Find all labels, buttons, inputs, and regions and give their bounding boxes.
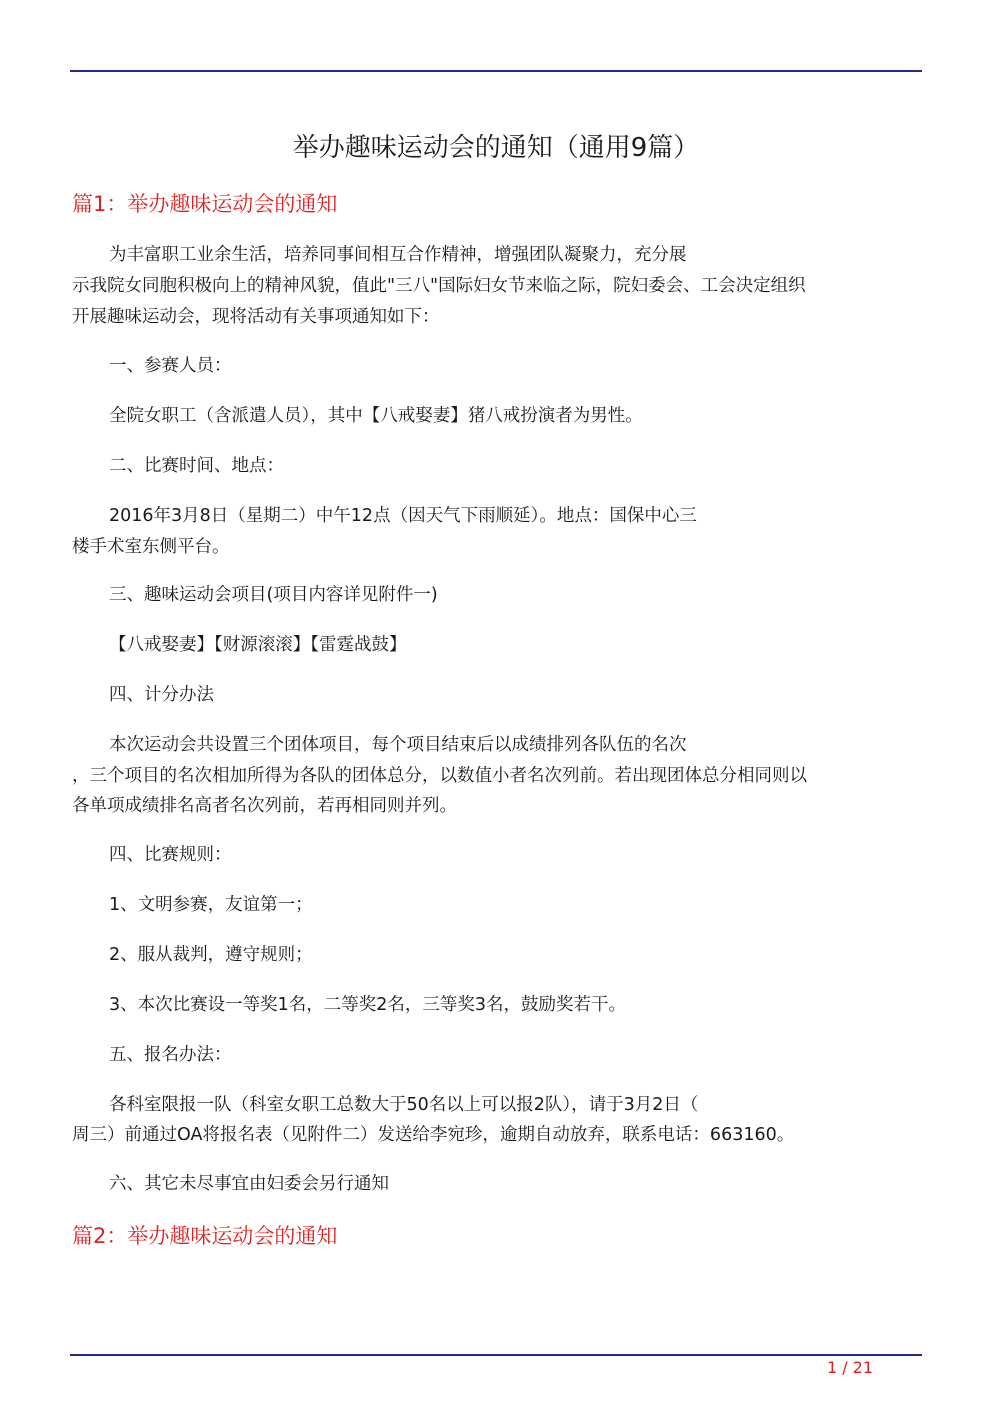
- paragraph-line: 1、文明参赛，友谊第一；: [109, 895, 313, 915]
- paragraph-line: 本次运动会共设置三个团体项目，每个项目结束后以成绩排列各队伍的名次: [109, 735, 687, 755]
- paragraph-line: 3、本次比赛设一等奖1名，二等奖2名，三等奖3名，鼓励奖若干。: [109, 995, 627, 1015]
- paragraph-line: 一、参赛人员：: [109, 356, 232, 376]
- paragraph-line: 【八戒娶妻】【财源滚滚】【雷霆战鼓】: [109, 635, 407, 655]
- paragraph-line: 为丰富职工业余生活，培养同事间相互合作精神，增强团队凝聚力，充分展: [109, 245, 687, 265]
- paragraph-line: 示我院女同胞积极向上的精神风貌，值此"三八"国际妇女节来临之际，院妇委会、工会决定组织: [72, 276, 806, 296]
- paragraph-line: ，三个项目的名次相加所得为各队的团体总分，以数值小者名次列前。若出现团体总分相同则以: [72, 766, 807, 786]
- paragraph-line: 各科室限报一队（科室女职工总数大于50名以上可以报2队），请于3月2日（: [109, 1095, 699, 1115]
- paragraph-line: 各单项成绩排名高者名次列前，若再相同则并列。: [72, 796, 457, 816]
- header-rule: [70, 70, 922, 72]
- section-heading-1: 篇1：举办趣味运动会的通知: [72, 192, 338, 216]
- paragraph-line: 四、计分办法: [109, 685, 214, 705]
- paragraph-line: 三、趣味运动会项目(项目内容详见附件一): [109, 585, 438, 605]
- footer-rule: [70, 1354, 922, 1356]
- paragraph-line: 全院女职工（含派遣人员），其中【八戒娶妻】猪八戒扮演者为男性。: [109, 406, 643, 426]
- section-heading-2: 篇2：举办趣味运动会的通知: [72, 1224, 338, 1248]
- paragraph-line: 开展趣味运动会，现将活动有关事项通知如下：: [72, 307, 440, 327]
- paragraph-line: 周三）前通过OA将报名表（见附件二）发送给李宛珍，逾期自动放弃，联系电话：663160。: [72, 1125, 795, 1145]
- paragraph-line: 六、其它未尽事宜由妇委会另行通知: [109, 1174, 389, 1194]
- paragraph-line: 2、服从裁判，遵守规则；: [109, 945, 313, 965]
- paragraph-line: 二、比赛时间、地点：: [109, 456, 284, 476]
- paragraph-line: 四、比赛规则：: [109, 845, 232, 865]
- paragraph-line: 2016年3月8日（星期二）中午12点（因天气下雨顺延）。地点：国保中心三: [109, 506, 697, 526]
- document-title: 举办趣味运动会的通知（通用9篇）: [292, 133, 700, 163]
- paragraph-line: 五、报名办法：: [109, 1045, 232, 1065]
- paragraph-line: 楼手术室东侧平台。: [72, 537, 230, 557]
- page-indicator: 1 / 21: [826, 1358, 874, 1377]
